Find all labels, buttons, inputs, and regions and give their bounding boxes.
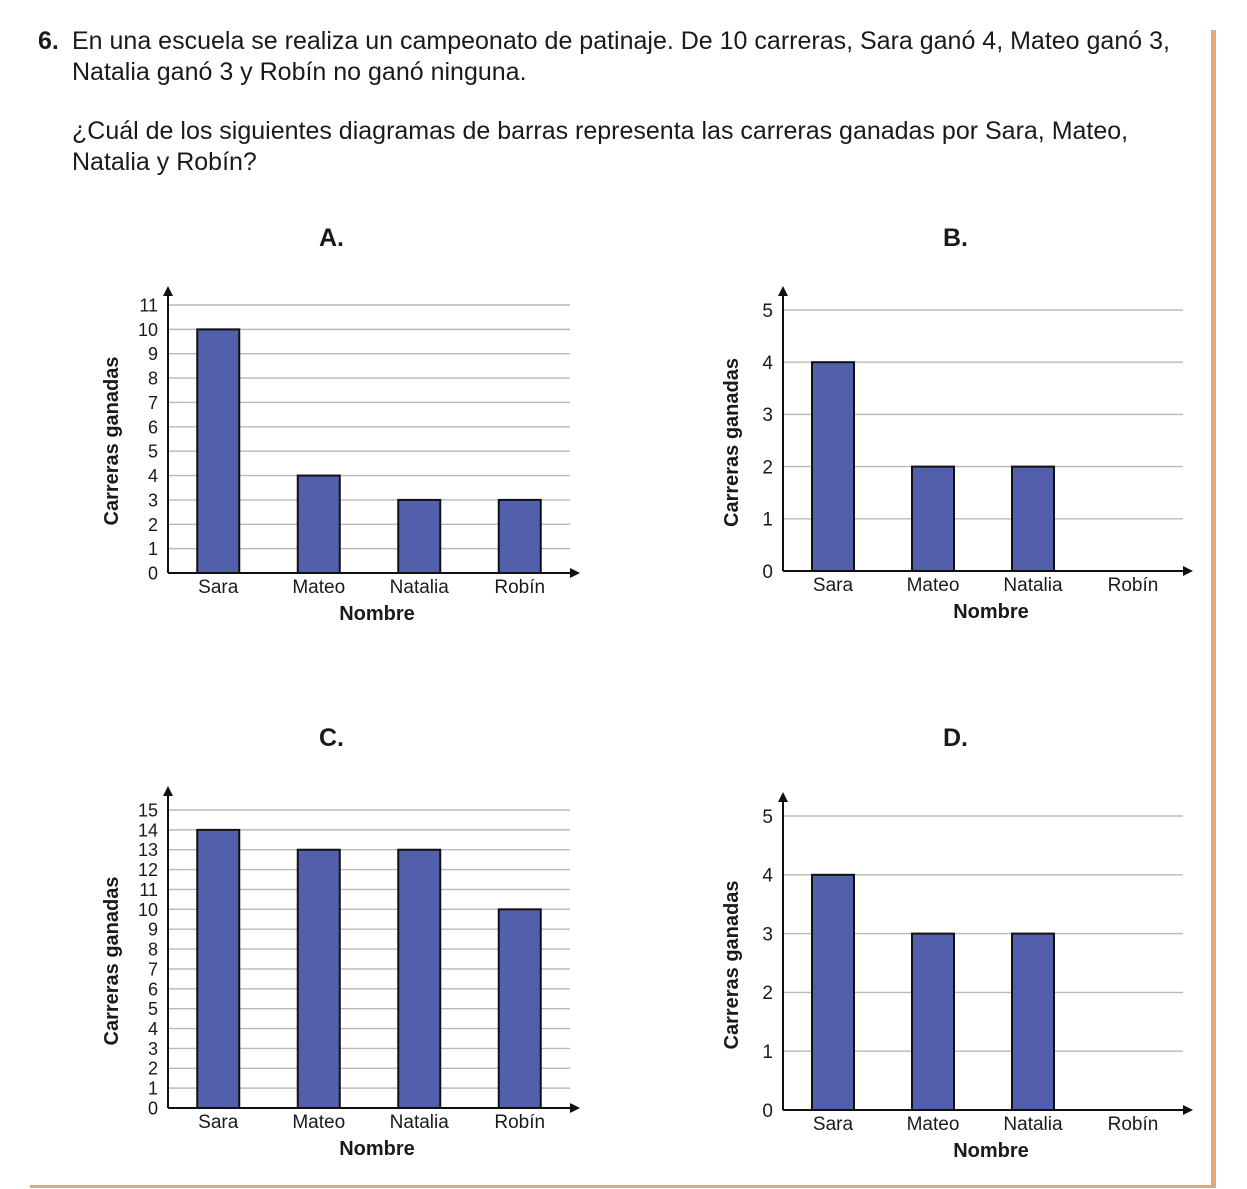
bar-sara <box>812 875 854 1110</box>
y-tick-label: 5 <box>147 441 158 462</box>
y-tick-label: 8 <box>147 368 158 389</box>
y-tick-label: 9 <box>147 919 158 940</box>
y-tick-label: 9 <box>147 344 158 365</box>
option-label-d: D. <box>943 724 968 752</box>
y-tick-label: 5 <box>147 999 158 1020</box>
y-tick-label: 0 <box>147 563 158 584</box>
question-number: 6. <box>38 27 59 55</box>
y-tick-label: 2 <box>762 983 773 1005</box>
y-axis-arrow <box>778 792 788 802</box>
y-tick-label: 12 <box>137 860 158 881</box>
y-tick-label: 2 <box>147 514 158 535</box>
option-label-b: B. <box>943 224 968 252</box>
y-tick-label: 4 <box>147 1019 158 1040</box>
y-tick-label: 14 <box>137 820 158 841</box>
x-axis-arrow <box>1183 1105 1193 1115</box>
x-tick-label-mateo: Mateo <box>906 575 960 596</box>
x-tick-label-mateo: Mateo <box>292 577 346 598</box>
option-label-a: A. <box>319 224 344 252</box>
y-tick-label: 8 <box>147 939 158 960</box>
x-tick-label-sara: Sara <box>812 575 854 596</box>
x-tick-label-robin: Robín <box>1107 1114 1159 1135</box>
x-axis-title: Nombre <box>339 603 415 625</box>
y-axis-title: Carreras ganadas <box>721 358 743 527</box>
y-tick-label: 6 <box>147 417 158 438</box>
y-axis-title: Carreras ganadas <box>101 876 123 1046</box>
y-tick-label: 7 <box>147 959 158 980</box>
x-axis-title: Nombre <box>339 1138 415 1160</box>
y-tick-label: 4 <box>762 865 773 887</box>
x-axis-title: Nombre <box>953 1140 1029 1162</box>
y-tick-label: 1 <box>762 1042 773 1064</box>
question-prompt: ¿Cuál de los siguientes diagramas de barras representa las carreras ganadas por Sara, Mateo, Natalia y Robín? <box>72 117 1129 176</box>
y-tick-label: 1 <box>147 1078 158 1099</box>
y-axis-title: Carreras ganadas <box>101 356 123 526</box>
option-label-c: C. <box>319 724 344 752</box>
x-tick-label-robin: Robín <box>1107 575 1159 596</box>
x-axis-title: Nombre <box>953 601 1029 623</box>
y-tick-label: 5 <box>762 300 773 322</box>
x-tick-label-robin: Robín <box>494 1112 546 1133</box>
y-tick-label: 11 <box>139 879 158 900</box>
x-tick-label-robin: Robín <box>494 577 546 598</box>
y-tick-label: 10 <box>137 899 158 920</box>
x-tick-label-natalia: Natalia <box>389 577 449 598</box>
question-statement: En una escuela se realiza un campeonato de patinaje. De 10 carreras, Sara ganó 4, Mateo ganó 3, Natalia ganó 3 y Robín no ganó ninguna. <box>72 27 1170 86</box>
y-tick-label: 3 <box>147 1038 158 1059</box>
y-tick-label: 3 <box>762 405 773 427</box>
x-tick-label-mateo: Mateo <box>292 1112 346 1133</box>
y-tick-label: 3 <box>147 490 158 511</box>
y-tick-label: 5 <box>762 806 773 828</box>
y-tick-label: 4 <box>762 353 773 375</box>
y-tick-label: 11 <box>139 295 158 316</box>
y-tick-label: 10 <box>137 319 158 340</box>
y-tick-label: 0 <box>762 561 773 583</box>
y-tick-label: 6 <box>147 979 158 1000</box>
x-tick-label-natalia: Natalia <box>389 1112 449 1133</box>
bar-mateo <box>912 934 954 1110</box>
x-tick-label-sara: Sara <box>812 1114 854 1135</box>
y-tick-label: 0 <box>762 1100 773 1122</box>
x-tick-label-sara: Sara <box>198 1112 239 1133</box>
y-tick-label: 13 <box>137 840 158 861</box>
y-tick-label: 2 <box>147 1058 158 1079</box>
bar-natalia <box>1012 934 1054 1110</box>
y-axis-title: Carreras ganadas <box>721 880 743 1050</box>
x-tick-label-sara: Sara <box>198 577 239 598</box>
y-tick-label: 15 <box>137 800 158 821</box>
x-tick-label-mateo: Mateo <box>906 1114 960 1135</box>
x-tick-label-natalia: Natalia <box>1003 1114 1063 1135</box>
y-tick-label: 2 <box>762 457 773 479</box>
y-tick-label: 1 <box>762 509 773 531</box>
x-tick-label-natalia: Natalia <box>1003 575 1063 596</box>
y-tick-label: 4 <box>147 466 158 487</box>
y-tick-label: 3 <box>762 924 773 946</box>
y-tick-label: 0 <box>147 1098 158 1119</box>
y-tick-label: 1 <box>147 539 158 560</box>
y-tick-label: 7 <box>147 392 158 413</box>
